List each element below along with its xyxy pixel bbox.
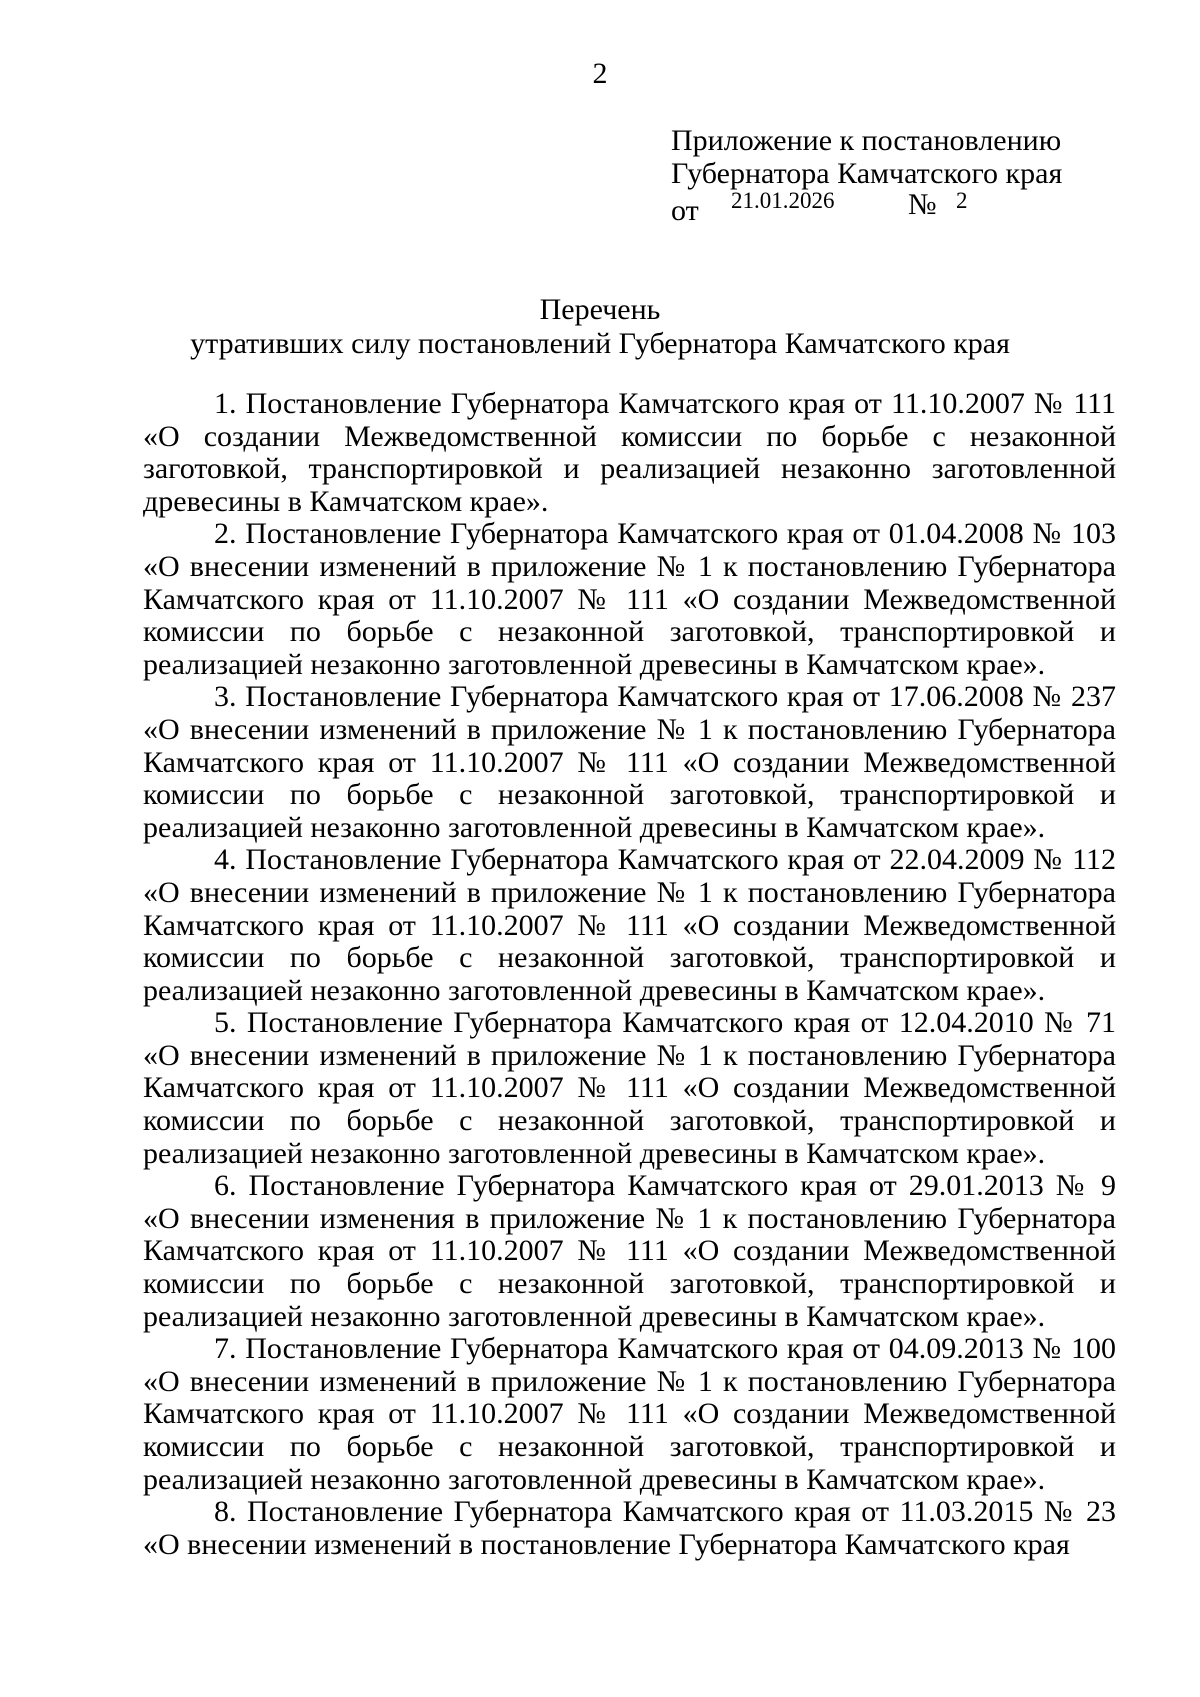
list-item: 6. Постановление Губернатора Камчатского края от 29.01.2013 № 9 «О внесении изменения в приложение № 1 к постановлению Губернатора Камчатского края от 11.10.2007 № 111 «О создании Межведомственной комиссии по борьбе с незаконной заготовкой, транспортировкой и реализацией незаконно заготовленной древесины в Камчатском крае». [143, 1169, 1116, 1333]
title-line-1: Перечень [539, 293, 661, 326]
items-list [143, 388, 1116, 1561]
date-label: от [671, 194, 699, 227]
list-item: 8. Постановление Губернатора Камчатского края от 11.03.2015 № 23 «О внесении изменений в постановление Губернатора Камчатского края [143, 1495, 1116, 1561]
title-line-2: утративших силу постановлений Губернатора Камчатского края [190, 327, 1010, 360]
approval-requisites [671, 188, 1101, 227]
list-item: 5. Постановление Губернатора Камчатского края от 12.04.2010 № 71 «О внесении изменений в приложение № 1 к постановлению Губернатора Камчатского края от 11.10.2007 № 111 «О создании Межведомственной комиссии по борьбе с незаконной заготовкой, транспортировкой и реализацией незаконно заготовленной древесины в Камчатском крае». [143, 1006, 1116, 1170]
number-label: № [908, 188, 937, 221]
list-item: 4. Постановление Губернатора Камчатского края от 22.04.2009 № 112 «О внесении изменений в приложение № 1 к постановлению Губернатора Камчатского края от 11.10.2007 № 111 «О создании Межведомственной комиссии по борьбе с незаконной заготовкой, транспортировкой и реализацией незаконно заготовленной древесины в Камчатском крае». [143, 843, 1116, 1007]
list-item: 3. Постановление Губернатора Камчатского края от 17.06.2008 № 237 «О внесении изменений в приложение № 1 к постановлению Губернатора Камчатского края от 11.10.2007 № 111 «О создании Межведомственной комиссии по борьбе с незаконной заготовкой, транспортировкой и реализацией незаконно заготовленной древесины в Камчатском крае». [143, 680, 1116, 844]
list-item: 2. Постановление Губернатора Камчатского края от 01.04.2008 № 103 «О внесении изменений в приложение № 1 к постановлению Губернатора Камчатского края от 11.10.2007 № 111 «О создании Межведомственной комиссии по борьбе с незаконной заготовкой, транспортировкой и реализацией незаконно заготовленной древесины в Камчатском крае». [143, 517, 1116, 681]
page-number: 2 [592, 57, 608, 90]
approval-block [671, 124, 1101, 227]
approval-line-1: Приложение к постановлению [671, 124, 1062, 157]
document-number: 2 [956, 188, 968, 213]
list-item: 1. Постановление Губернатора Камчатского края от 11.10.2007 № 111 «О создании Межведомственной комиссии по борьбе с незаконной заготовкой, транспортировкой и реализацией незаконно заготовленной древесины в Камчатском крае». [143, 387, 1116, 518]
document-date: 21.01.2026 [731, 188, 835, 213]
approval-line-2: Губернатора Камчатского края [671, 157, 1063, 190]
document-title [0, 293, 1200, 361]
list-item: 7. Постановление Губернатора Камчатского края от 04.09.2013 № 100 «О внесении изменений в приложение № 1 к постановлению Губернатора Камчатского края от 11.10.2007 № 111 «О создании Межведомственной комиссии по борьбе с незаконной заготовкой, транспортировкой и реализацией незаконно заготовленной древесины в Камчатском крае». [143, 1332, 1116, 1496]
